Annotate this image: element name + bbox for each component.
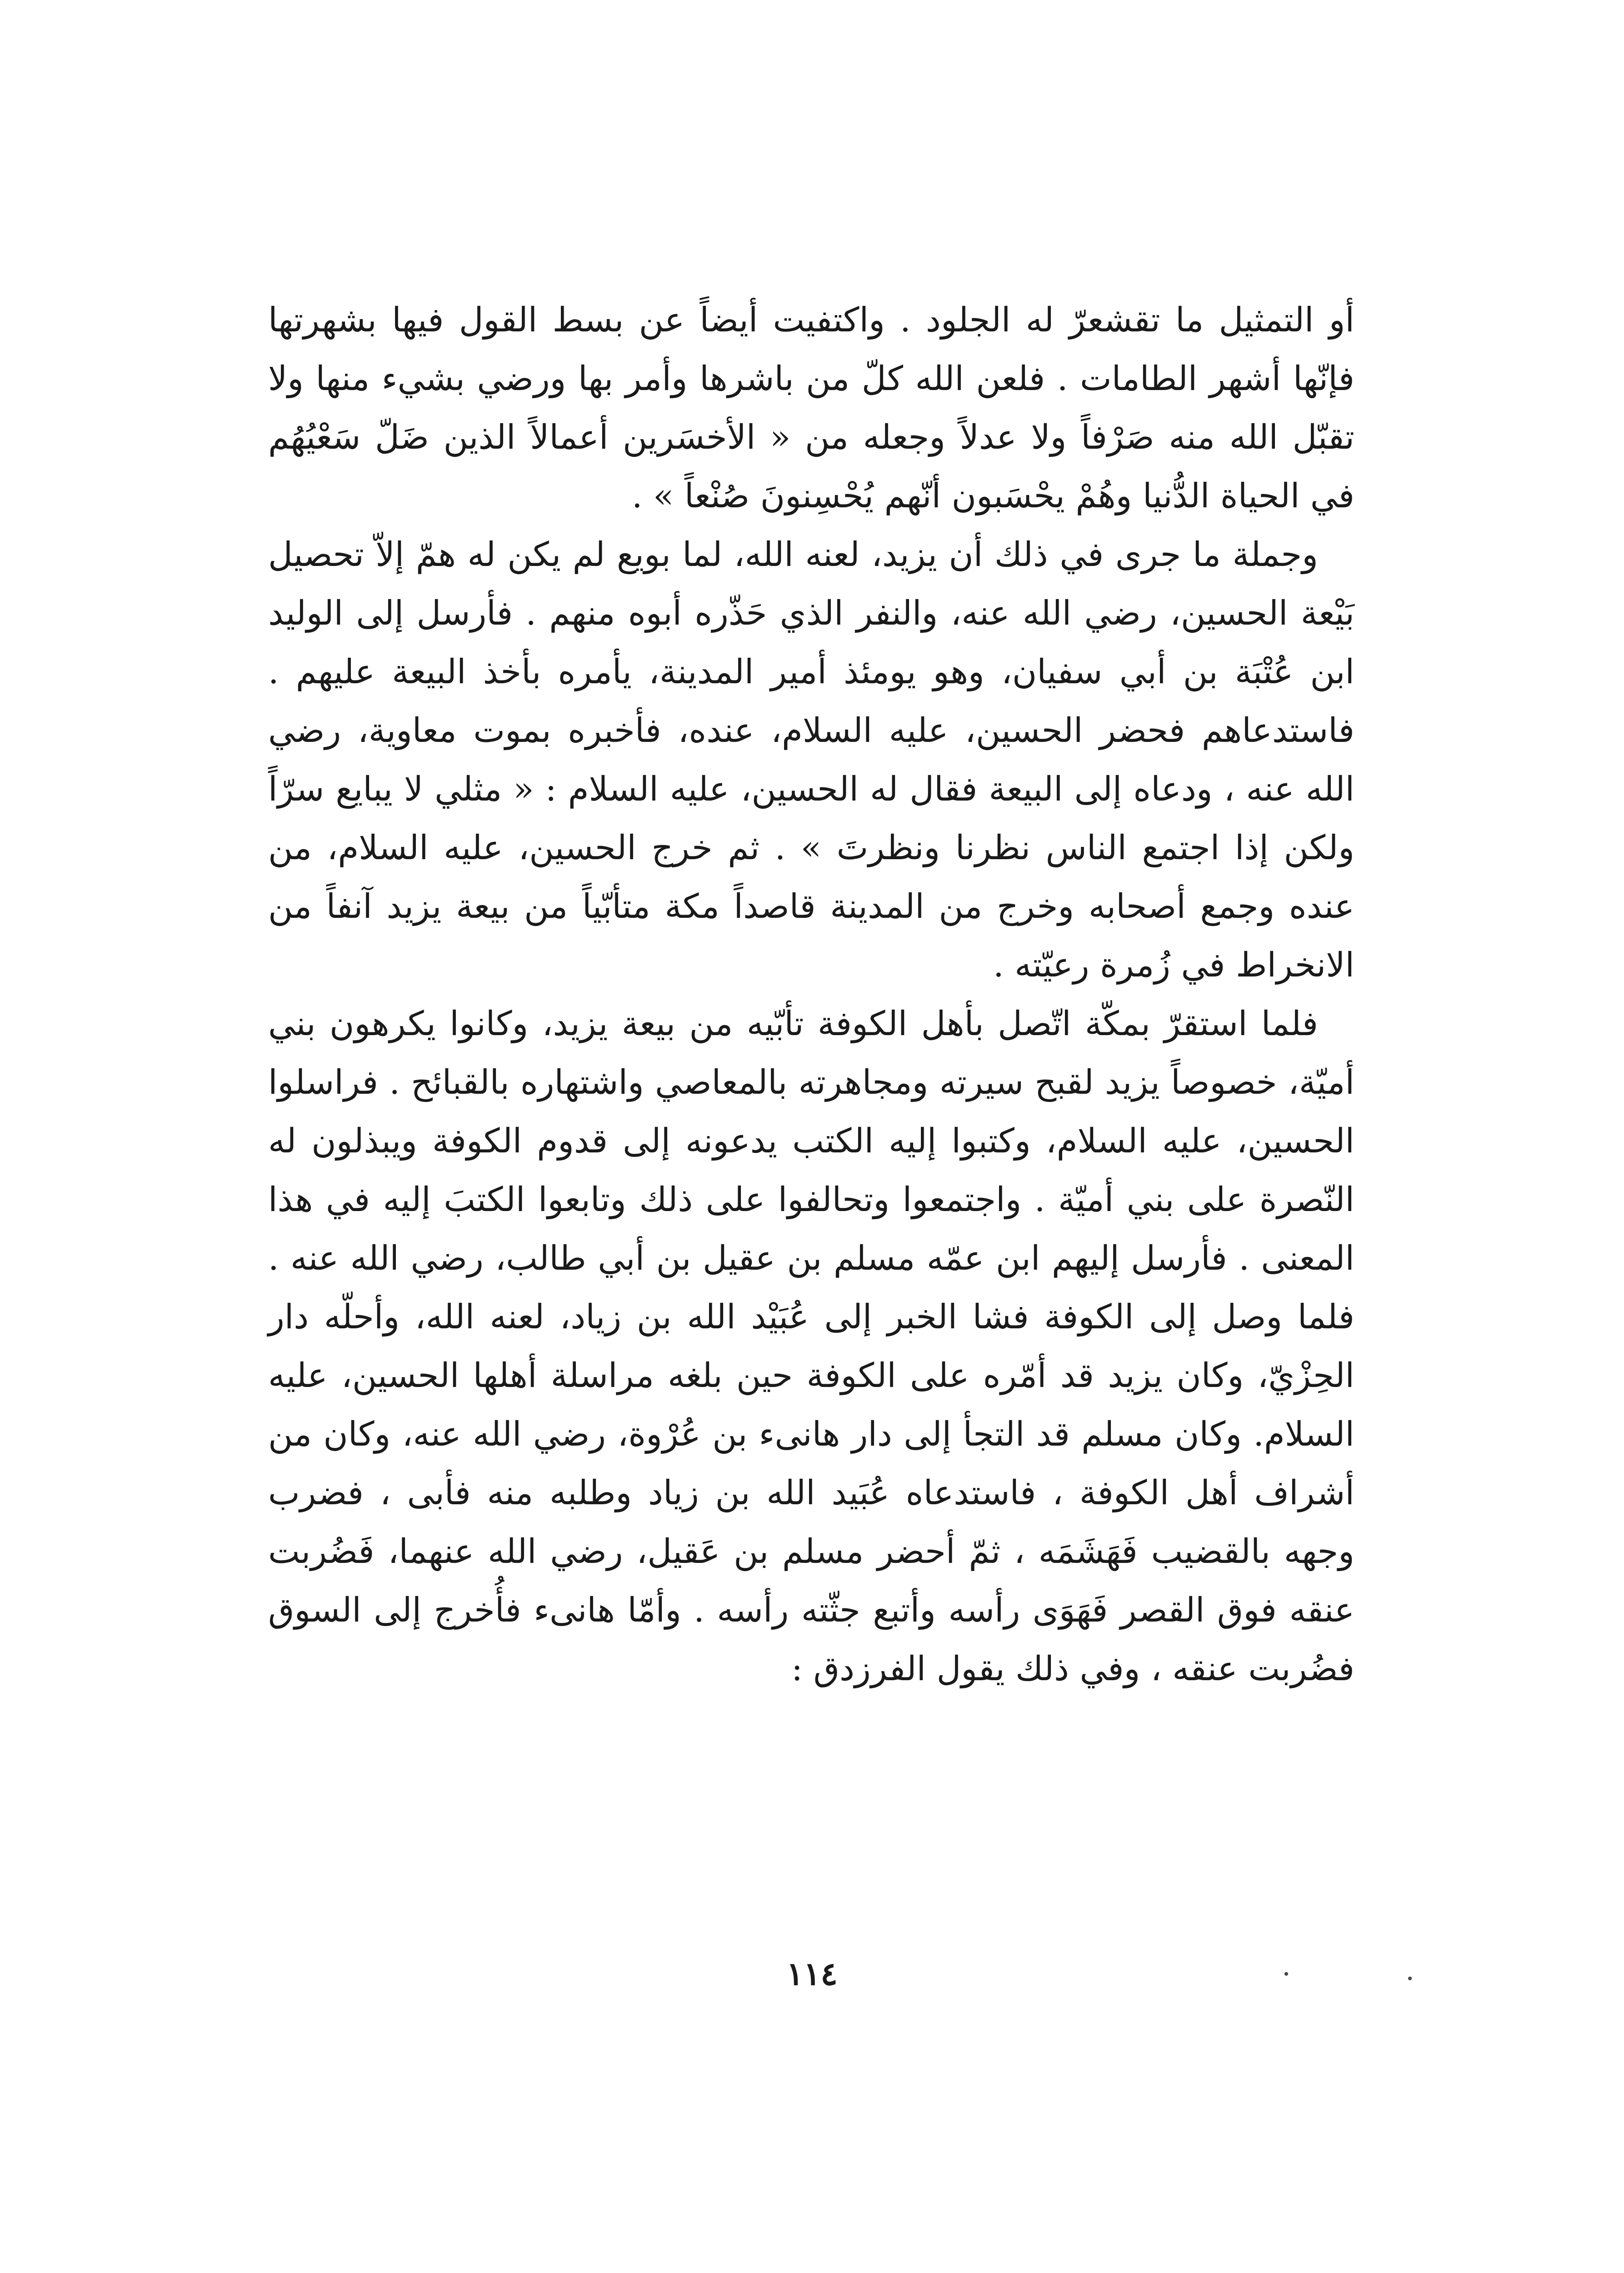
scan-speck (1408, 1977, 1412, 1980)
paragraph-1: أو التمثيل ما تقشعرّ له الجلود . واكتفيت أيضاً عن بسط القول فيها بشهرتها فإنّها أشهر الطامات . فلعن الله كلّ من باشرها وأمر بها ورضي بشيء منها ولا تقبّل الله منه صَرْفاً ولا عدلاً وجعله من « الأخسَرين أعمالاً الذين ضَلّ سَعْيُهُم في الحياة الدُّنيا وهُمْ يحْسَبون أنّهم يُحْسِنونَ صُنْعاً » . (268, 300, 1354, 516)
page-number: ١١٤ (786, 1955, 838, 1993)
scan-speck (1284, 1972, 1288, 1976)
body-text (268, 291, 1354, 1698)
paragraph-3: فلما استقرّ بمكّة اتّصل بأهل الكوفة تأبّيه من بيعة يزيد، وكانوا يكرهون بني أميّة، خصوصاً يزيد لقبح سيرته ومجاهرته بالمعاصي واشتهاره بالقبائح . فراسلوا الحسين، عليه السلام، وكتبوا إليه الكتب يدعونه إلى قدوم الكوفة ويبذلون له النّصرة على بني أميّة . واجتمعوا وتحالفوا على ذلك وتابعوا الكتبَ إليه في هذا المعنى . فأرسل إليهم ابن عمّه مسلم بن عقيل بن أبي طالب، رضي الله عنه . فلما وصل إلى الكوفة فشا الخبر إلى عُبَيْد الله بن زياد، لعنه الله، وأحلّه دار الحِزْيّ، وكان يزيد قد أمّره على الكوفة حين بلغه مراسلة أهلها الحسين، عليه السلام. وكان مسلم قد التجأ إلى دار هانىء بن عُرْوة، رضي الله عنه، وكان من أشراف أهل الكوفة ، فاستدعاه عُبَيد الله بن زياد وطلبه منه فأبى ، فضرب وجهه بالقضيب فَهَشَمَه ، ثمّ أحضر مسلم بن عَقيل، رضي الله عنهما، فَضُربت عنقه فوق القصر فَهَوَى رأسه وأتبع جثّته رأسه . وأمّا هانىء فأُخرج إلى السوق فضُربت عنقه ، وفي ذلك يقول الفرزدق : (268, 1004, 1354, 1688)
paragraph-2: وجملة ما جرى في ذلك أن يزيد، لعنه الله، لما بويع لم يكن له همّ إلاّ تحصيل بَيْعة الحسين، رضي الله عنه، والنفر الذي حَذّره أبوه منهم . فأرسل إلى الوليد ابن عُتْبَة بن أبي سفيان، وهو يومئذ أمير المدينة، يأمره بأخذ البيعة عليهم . فاستدعاهم فحضر الحسين، عليه السلام، عنده، فأخبره بموت معاوية، رضي الله عنه ، ودعاه إلى البيعة فقال له الحسين، عليه السلام : « مثلي لا يبايع سرّاً ولكن إذا اجتمع الناس نظرنا ونظرتَ » . ثم خرج الحسين، عليه السلام، من عنده وجمع أصحابه وخرج من المدينة قاصداً مكة متأبّياً من بيعة يزيد آنفاً من الانخراط في زُمرة رعيّته . (268, 535, 1354, 985)
